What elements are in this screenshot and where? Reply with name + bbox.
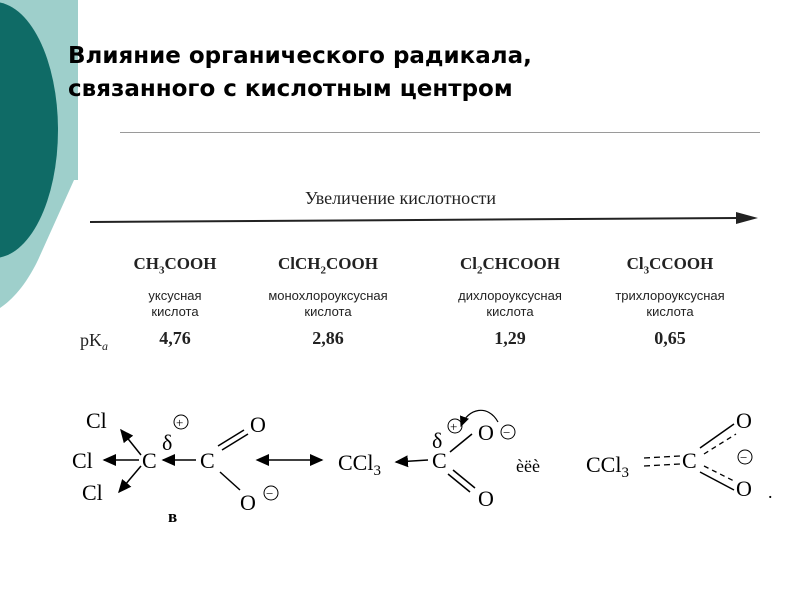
acid-column	[585, 252, 755, 349]
acid-name-line2: кислота	[646, 304, 694, 320]
carbon-3: C	[682, 448, 697, 473]
alpha-carbon: C	[142, 448, 157, 473]
acidity-arrow	[88, 210, 768, 234]
acid-column	[243, 252, 413, 349]
cl-top: Cl	[86, 408, 107, 433]
ccl3-group-2: CCl$_3$	[338, 450, 381, 479]
acid-name	[425, 288, 595, 320]
pka-label	[80, 330, 108, 354]
acid-name-line2: кислота	[151, 304, 199, 320]
acid-column	[90, 252, 260, 349]
cl-bottom: Cl	[82, 480, 103, 505]
acid-pka: 0,65	[654, 328, 686, 349]
resonance-scheme	[0, 400, 800, 540]
delta-plus-2: δ	[432, 428, 443, 453]
acid-name-line2: кислота	[486, 304, 534, 320]
acid-formula: $CH_3COOH$	[133, 254, 217, 277]
acid-name	[585, 288, 755, 320]
acid-name	[90, 288, 260, 320]
title-divider	[120, 132, 760, 133]
plus-sign-2: +	[450, 419, 458, 434]
acid-pka: 2,86	[312, 328, 344, 349]
acid-name	[243, 288, 413, 320]
acidity-arrow-label: Увеличение кислотности	[305, 188, 497, 208]
oxygen-top: O	[250, 412, 266, 437]
title-line-2: связанного с кислотным центром	[68, 76, 513, 102]
ccl3-group-3: CCl$_3$	[586, 452, 629, 481]
acid-formula: $Cl_2CHCOOH$	[460, 254, 560, 277]
oxygen-double-2: O	[478, 486, 494, 511]
acid-name-line1: дихлороуксусная	[458, 288, 562, 304]
carbon-2: C	[432, 448, 447, 473]
acid-pka: 1,29	[494, 328, 526, 349]
cl-middle: Cl	[72, 448, 93, 473]
acid-column	[425, 252, 595, 349]
oxygen-bottom: O	[240, 490, 256, 515]
acid-formula: $Cl_3CCOOH$	[626, 254, 714, 277]
acid-name-line1: уксусная	[148, 288, 202, 304]
delta-plus: δ	[162, 430, 173, 455]
oxygen-anion-2: O	[478, 420, 494, 445]
acid-formula: ClCH$_2$COOH	[278, 254, 378, 277]
oxygen-top-3: O	[736, 408, 752, 433]
acid-name-line1: монохлороуксусная	[268, 288, 388, 304]
oxygen-bottom-3: O	[736, 476, 752, 501]
pka-label-sub: a	[102, 339, 108, 353]
acid-name-line1: трихлороуксусная	[615, 288, 725, 304]
minus-sign-2: −	[503, 425, 511, 440]
minus-sign: −	[266, 486, 274, 501]
garbled-text: èëè	[516, 456, 540, 476]
minus-sign-3: −	[740, 450, 748, 465]
acid-pka: 4,76	[159, 328, 191, 349]
carboxyl-carbon: C	[200, 448, 215, 473]
pka-label-main: pK	[80, 330, 102, 350]
acid-name-line2: кислота	[304, 304, 352, 320]
period: .	[768, 482, 773, 502]
plus-sign: +	[176, 415, 184, 430]
letter-v: в	[168, 507, 178, 526]
title-line-1: Влияние органического радикала,	[68, 43, 532, 69]
slide-title	[68, 40, 532, 106]
